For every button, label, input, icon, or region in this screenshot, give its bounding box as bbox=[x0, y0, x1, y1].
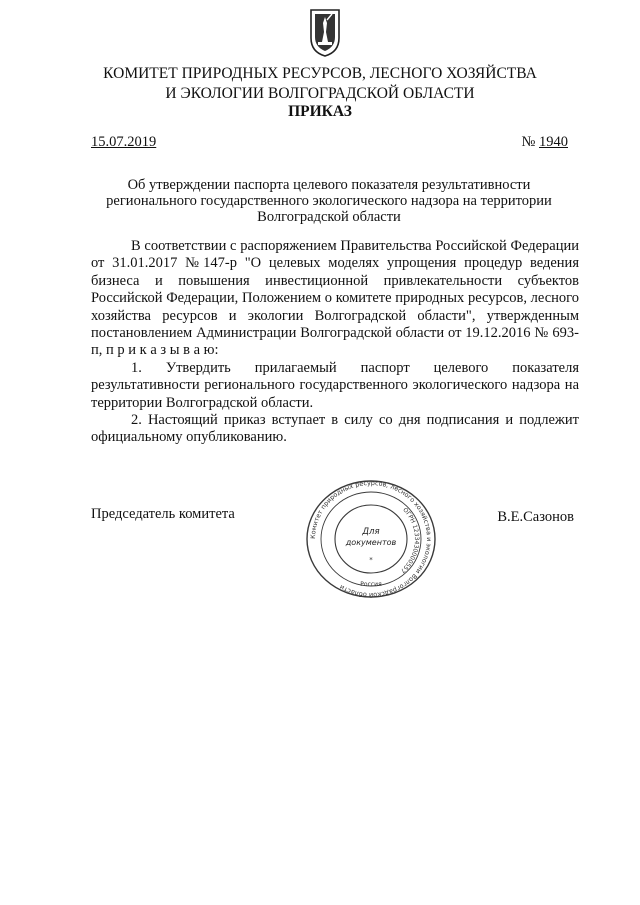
number-value: 1940 bbox=[539, 134, 568, 150]
seal-ring-text: Комитет природных ресурсов, лесного хозяйства и экологии Волгоградской области bbox=[308, 478, 434, 600]
seal-inner-ring-text: ОГРН 1233430000557 bbox=[398, 506, 421, 575]
body-item-2: 2. Настоящий приказ вступает в силу со дня подписания и подлежит официальному опубликованию. bbox=[91, 412, 579, 446]
committee-name-line1: КОМИТЕТ ПРИРОДНЫХ РЕСУРСОВ, ЛЕСНОГО ХОЗЯЙСТВА bbox=[103, 65, 537, 82]
document-subject: Об утверждении паспорта целевого показателя результативности регионального государственного экологического надзора на территории Волгоградской области bbox=[106, 177, 552, 225]
document-type-title: ПРИКАЗ bbox=[288, 103, 352, 120]
document-number bbox=[522, 134, 568, 151]
signatory-title: Председатель комитета bbox=[91, 506, 235, 522]
seal-center-line1: Для bbox=[362, 527, 380, 537]
coat-of-arms-icon bbox=[308, 8, 342, 58]
seal-star-icon: * bbox=[369, 556, 373, 564]
number-sign: № bbox=[521, 134, 536, 150]
official-seal-stamp bbox=[303, 478, 439, 600]
seal-bottom-text: Россия bbox=[360, 581, 382, 588]
signatory-name: В.Е.Сазонов bbox=[497, 509, 574, 525]
body-intro-paragraph: В соответствии с распоряжением Правительства Российской Федерации от 31.01.2017 №147-р "О целевых моделях упрощения процедур ведения бизнеса и повышения инвестиционной привлекательности субъектов Российской Федерации, Положением о комитете природных ресурсов, лесного хозяйства ресурсов и экологии Волгоградской области", утвержденным постановлением Администрации Волгоградской области от 19.12.2016 № 693-п, п р и к а з ы в а ю: bbox=[91, 238, 579, 359]
committee-name-line2: И ЭКОЛОГИИ ВОЛГОГРАДСКОЙ ОБЛАСТИ bbox=[165, 85, 475, 102]
body-item-1: 1. Утвердить прилагаемый паспорт целевого показателя результативности регионального государственного экологического надзора на территории Волгоградской области. bbox=[91, 359, 579, 411]
seal-center-line2: документов bbox=[345, 538, 397, 547]
document-date: 15.07.2019 bbox=[91, 134, 157, 150]
document-body bbox=[91, 238, 579, 447]
